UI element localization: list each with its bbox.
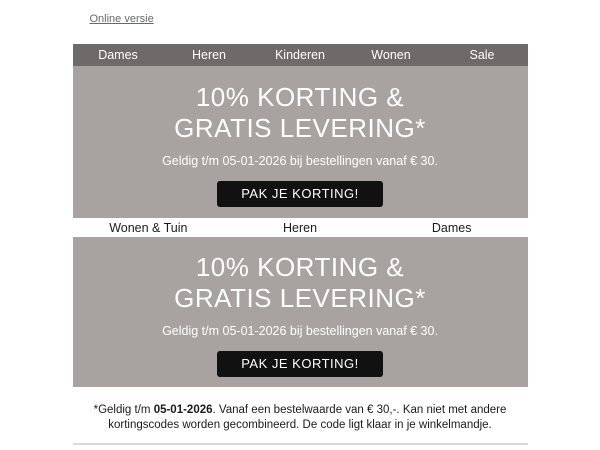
promo-headline-2-line2: GRATIS LEVERING* [174,283,426,313]
nav-item-sale[interactable]: Sale [469,48,495,62]
promo-validity-text-2: Geldig t/m 05-01-2026 bij bestellingen vanaf € 30. [162,324,438,338]
nav-item-kinderen[interactable]: Kinderen [274,48,326,62]
top-nav-bar [73,44,528,66]
footer-divider [73,443,528,445]
nav-item-dames[interactable]: Dames [98,48,138,62]
disclaimer-date: 05-01-2026 [153,404,213,416]
promo-headline-line1: 10% KORTING & [195,82,405,112]
promo-headline [73,82,528,144]
footer-divider-wrap [73,443,528,445]
nav-item-wonen-tuin[interactable]: Wonen & Tuin [109,220,188,235]
nav-item-wonen[interactable]: Wonen [371,48,411,62]
email-body [73,0,528,387]
promo-validity-text: Geldig t/m 05-01-2026 bij bestellingen vanaf € 30. [162,154,438,168]
disclaimer-text [78,403,523,433]
online-version-row [73,0,528,25]
promo-banner-2 [73,237,528,387]
promo-headline-2 [73,252,528,314]
mid-nav-bar [73,218,528,237]
online-version-link[interactable]: Online versie [89,13,154,25]
promo-headline-2-line1: 10% KORTING & [195,252,405,282]
claim-discount-button[interactable]: PAK JE KORTING! [217,181,383,207]
nav-item-heren[interactable]: Heren [191,48,227,62]
promo-banner-1 [73,66,528,218]
disclaimer-suffix: . Vanaf een bestelwaarde van € 30,-. Kan niet met andere kortingscodes worden gecombineerd. De code ligt klaar in je winkelmandje. [108,404,507,431]
nav-item-dames-2[interactable]: Dames [431,220,472,235]
claim-discount-button-2[interactable]: PAK JE KORTING! [217,351,383,377]
nav-item-heren-2[interactable]: Heren [282,220,318,235]
disclaimer-prefix: *Geldig t/m [93,404,154,416]
promo-headline-line2: GRATIS LEVERING* [174,113,426,143]
